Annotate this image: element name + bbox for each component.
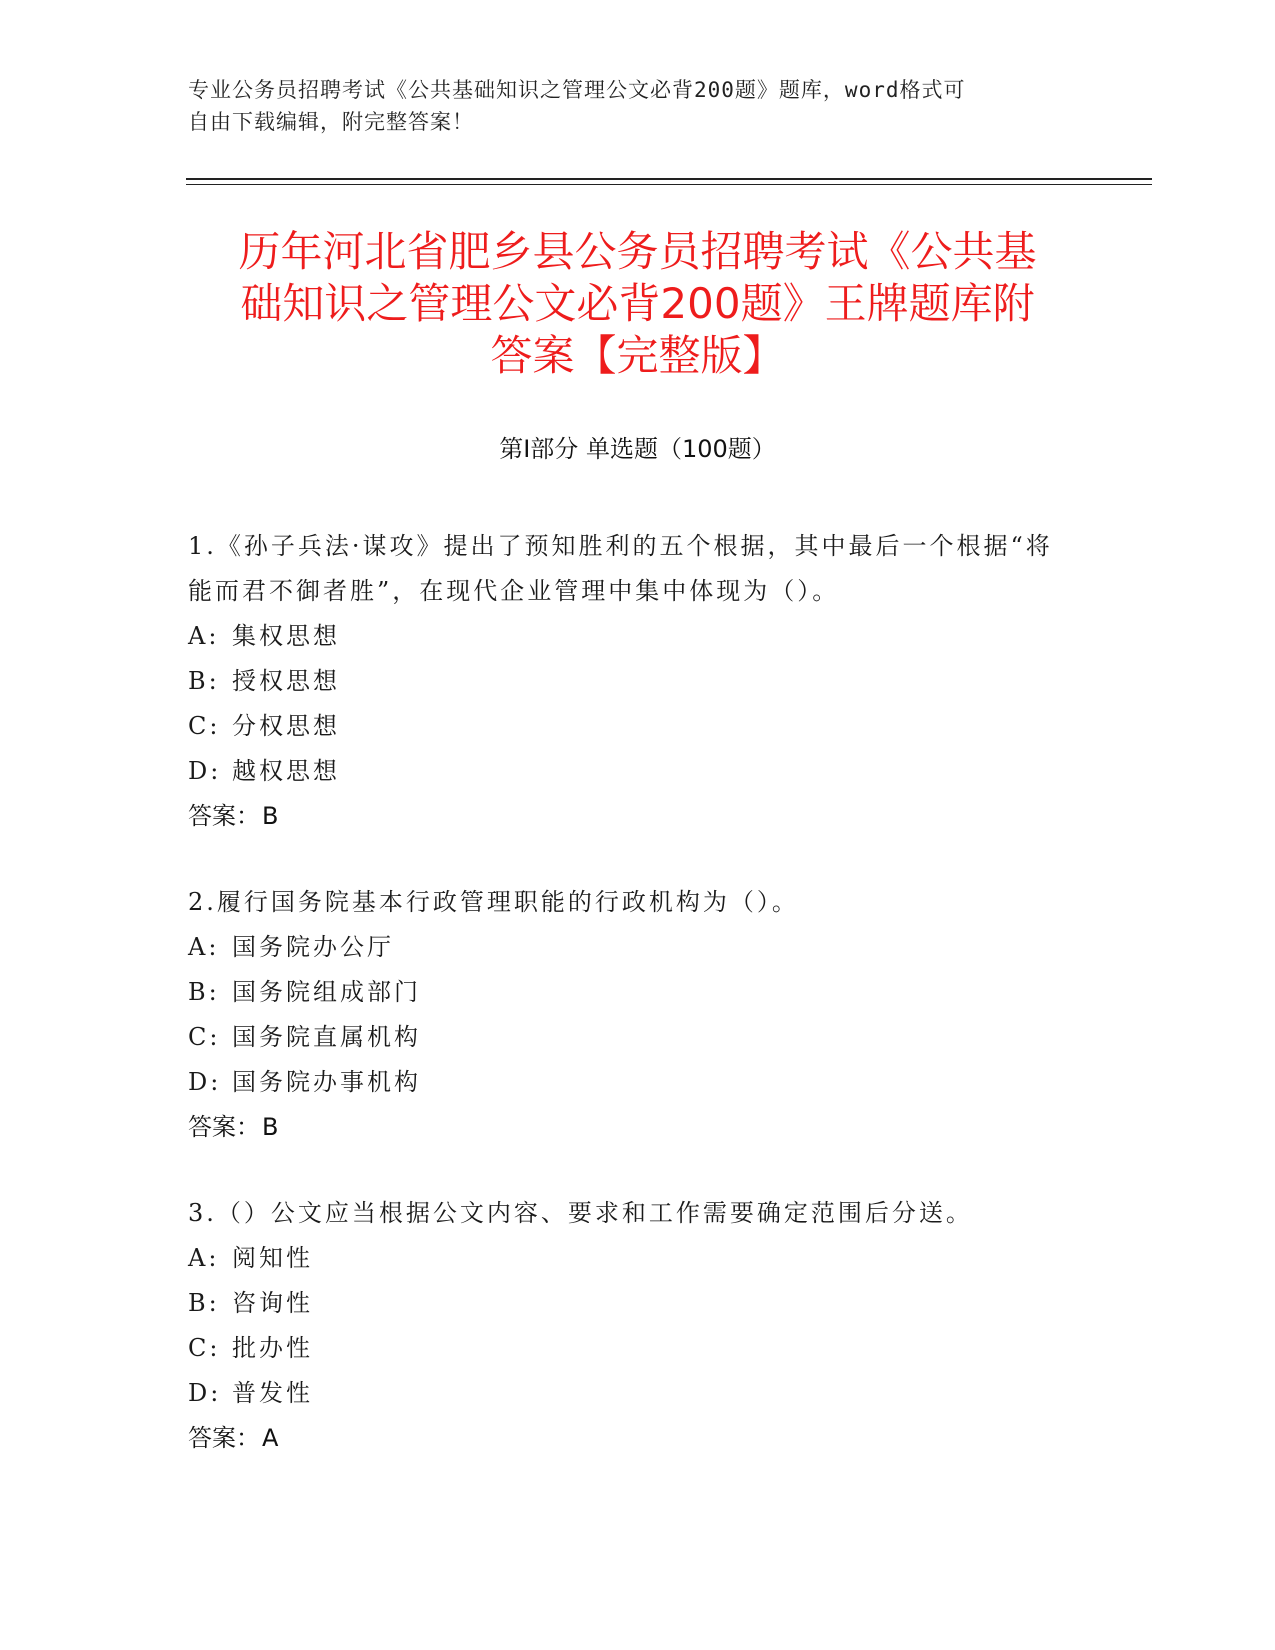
option-c xyxy=(188,1326,1078,1371)
option-letter: B: xyxy=(188,1289,220,1317)
option-letter: C: xyxy=(188,712,221,740)
answer-value: B xyxy=(262,802,279,830)
header-divider-thin xyxy=(186,184,1152,185)
question-stem: 1.《孙子兵法·谋攻》提出了预知胜利的五个根据，其中最后一个根据“将能而君不御者胜”，在现代企业管理中集中体现为（）。 xyxy=(188,532,1053,605)
question-stem: 2.履行国务院基本行政管理职能的行政机构为（）。 xyxy=(188,888,799,916)
option-letter: C: xyxy=(188,1023,221,1051)
option-text: 国务院办事机构 xyxy=(232,1068,421,1096)
question-2 xyxy=(188,880,1078,1150)
header-note-line-1: 专业公务员招聘考试《公共基础知识之管理公文必背200题》题库，word格式可 xyxy=(188,78,966,102)
answer-line xyxy=(188,1416,1078,1461)
question-stem: 3.（）公文应当根据公文内容、要求和工作需要确定范围后分送。 xyxy=(188,1199,973,1227)
document-title-line-3: 答案【完整版】 xyxy=(490,331,785,380)
option-text: 国务院组成部门 xyxy=(232,978,421,1006)
option-b xyxy=(188,1281,1078,1326)
answer-value: A xyxy=(262,1424,279,1452)
document-title-line-1: 历年河北省肥乡县公务员招聘考试《公共基 xyxy=(238,227,1037,276)
option-d xyxy=(188,749,1078,794)
option-text: 国务院直属机构 xyxy=(232,1023,421,1051)
option-text: 国务院办公厅 xyxy=(232,933,394,961)
option-d xyxy=(188,1060,1078,1105)
option-letter: A: xyxy=(188,933,220,961)
option-c xyxy=(188,1015,1078,1060)
option-a xyxy=(188,614,1078,659)
answer-line xyxy=(188,794,1078,839)
option-a xyxy=(188,925,1078,970)
answer-value: B xyxy=(262,1113,279,1141)
answer-line xyxy=(188,1105,1078,1150)
question-3 xyxy=(188,1191,1078,1461)
option-b xyxy=(188,659,1078,704)
option-letter: C: xyxy=(188,1334,221,1362)
option-text: 阅知性 xyxy=(232,1244,313,1272)
option-text: 咨询性 xyxy=(232,1289,313,1317)
option-text: 分权思想 xyxy=(232,712,340,740)
header-note xyxy=(188,74,1088,138)
header-note-line-2: 自由下载编辑，附完整答案！ xyxy=(188,110,474,134)
question-1 xyxy=(188,524,1078,839)
option-letter: D: xyxy=(188,1379,222,1407)
answer-label: 答案： xyxy=(188,1424,260,1452)
document-title xyxy=(160,226,1115,382)
question-list xyxy=(188,524,1078,1502)
option-letter: A: xyxy=(188,1244,220,1272)
answer-label: 答案： xyxy=(188,802,260,830)
option-text: 批办性 xyxy=(232,1334,313,1362)
option-c xyxy=(188,704,1078,749)
option-a xyxy=(188,1236,1078,1281)
option-text: 授权思想 xyxy=(232,667,340,695)
option-b xyxy=(188,970,1078,1015)
option-letter: A: xyxy=(188,622,220,650)
document-title-line-2: 础知识之管理公文必背200题》王牌题库附 xyxy=(240,279,1035,328)
option-text: 越权思想 xyxy=(232,757,340,785)
answer-label: 答案： xyxy=(188,1113,260,1141)
option-letter: D: xyxy=(188,757,222,785)
option-letter: B: xyxy=(188,667,220,695)
option-letter: D: xyxy=(188,1068,222,1096)
option-text: 集权思想 xyxy=(232,622,340,650)
option-text: 普发性 xyxy=(232,1379,313,1407)
header-divider-thick xyxy=(186,178,1152,180)
option-letter: B: xyxy=(188,978,220,1006)
section-title: 第I部分 单选题（100题） xyxy=(499,435,776,463)
option-d xyxy=(188,1371,1078,1416)
